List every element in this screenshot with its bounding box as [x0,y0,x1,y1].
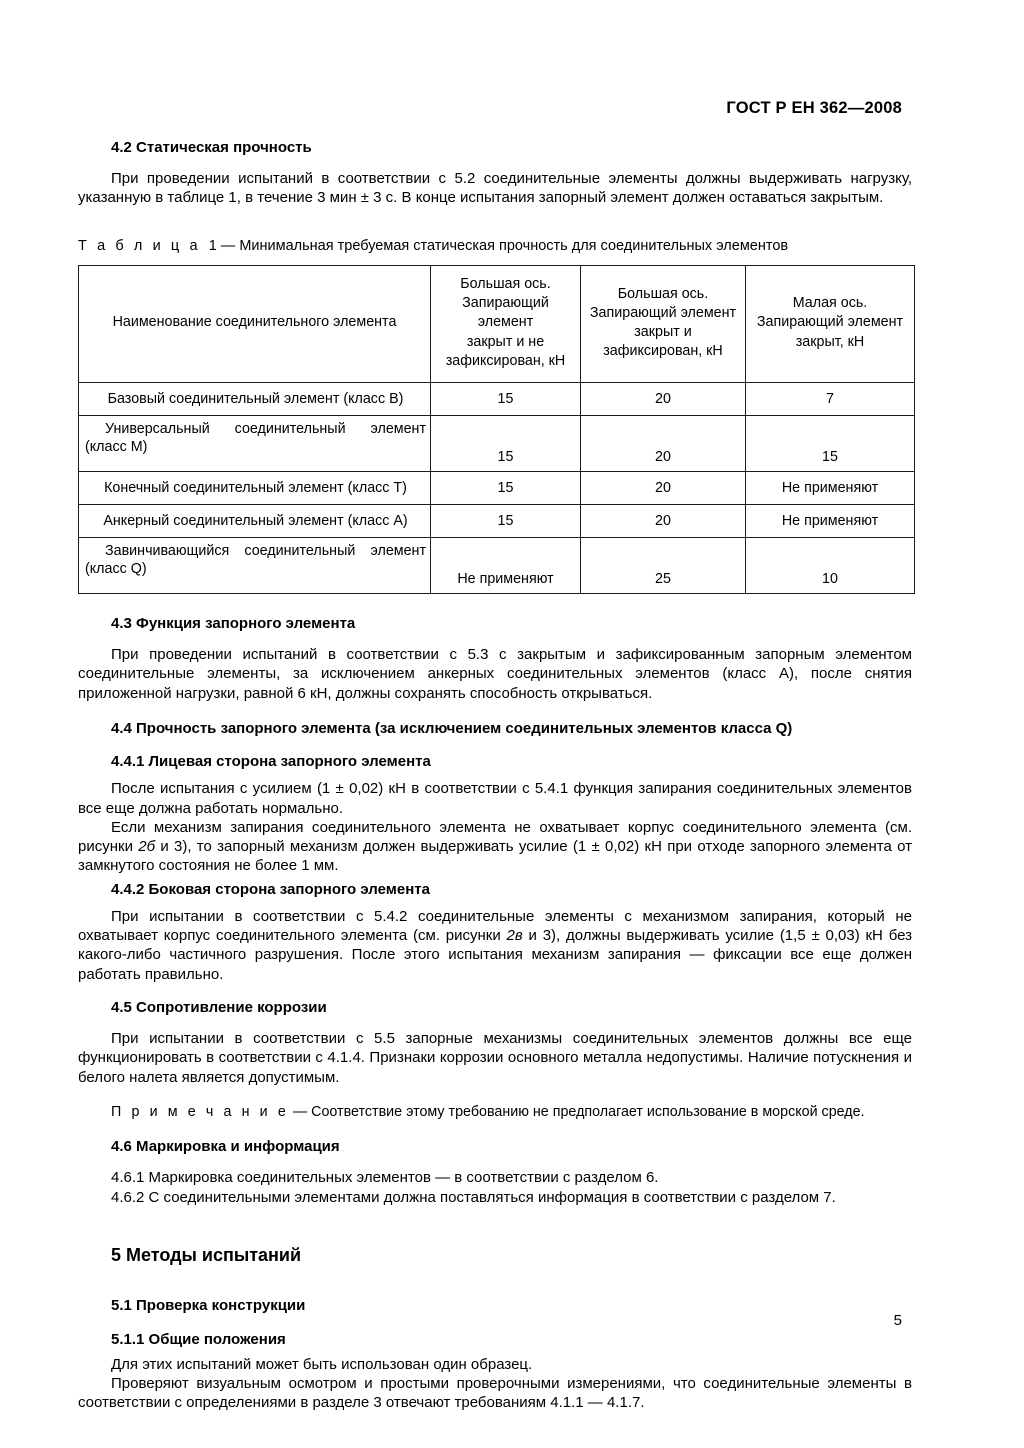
page-content [78,138,912,1413]
paragraph-4-4-2 [78,907,912,984]
column-header-minor-closed [746,266,915,383]
paragraph-4-4-1-a: После испытания с усилием (1 ± 0,02) кН в соответствии с 5.4.1 функция запирания соединительных элементов все еще должна работать нормально. [78,780,912,817]
table-head [79,266,915,383]
heading-5-1: 5.1 Проверка конструкции [111,1297,306,1315]
cell-name: Анкерный соединительный элемент (класс А) [79,504,431,537]
heading-5-1-1: 5.1.1 Общие положения [111,1330,286,1348]
col4-line3: закрыт, кН [795,333,865,350]
cell-minor-closed: 15 [746,415,915,471]
col4-line2: Запирающий элемент [756,314,904,331]
cell-major-locked: 20 [581,471,746,504]
col4-line1: Малая ось. [792,295,868,312]
cell-major-unlocked: 15 [431,382,581,415]
cell-major-locked: 25 [581,537,746,593]
table-row [79,471,915,504]
col2-line4: зафиксирован, кН [445,352,566,369]
paragraph-4-5: При испытании в соответствии с 5.5 запорные механизмы соединительных элементов должны все еще функционировать в соответствии с 4.1.4. Признаки коррозии основного металла недопустимы. Наличие потускнения и белого налета является допустимым. [78,1030,912,1086]
paragraph-4-6-1: 4.6.1 Маркировка соединительных элементов — в соответствии с разделом 6. [111,1169,659,1187]
col3-line1: Большая ось. [617,285,709,302]
paragraph-5-1-1-b: Проверяют визуальным осмотром и простыми проверочными измерениями, что соединительные элементы в соответствии с определениями в разделе 3 отвечают требованиям 4.1.1 — 4.1.7. [78,1375,912,1412]
cell-major-unlocked: Не применяют [431,537,581,593]
note-label: П р и м е ч а н и е [111,1103,289,1120]
p442-part1: При испытании в соответствии с 5.4.2 соединительные элементы с механизмом запирания, который не охватывает корпус соединительного элемента (см. рисунки [78,907,912,945]
heading-section-5: 5 Методы испытаний [111,1244,302,1265]
table-body [79,382,915,593]
figure-reference-2v: 2в [506,927,523,945]
cell-minor-closed: 10 [746,537,915,593]
column-header-major-locked [581,266,746,383]
static-strength-table [78,265,915,594]
col2-line2: Запирающий элемент [462,295,549,331]
p442-part2: и 3), должны выдерживать усилие (1,5 ± 0,03) кН без какого-либо частичного разрушения. После этого испытания механизм запирания — фиксации все еще должен работать правильно. [78,927,913,983]
table-row [79,415,915,471]
paragraph-5-1-1-a: Для этих испытаний может быть использован один образец. [111,1355,533,1373]
table-caption-number: 1 [208,237,217,254]
paragraph-4-3: При проведении испытаний в соответствии с 5.3 с закрытым и зафиксированным запорным элементом соединительные элементы, за исключением анкерных соединительных элементов (класс А), после снятия приложенной нагрузки, равной 6 кН, должны сохранять способность открываться. [78,646,912,702]
col2-line1: Большая ось. [460,276,551,293]
cell-minor-closed: 7 [746,382,915,415]
table-row [79,504,915,537]
heading-4-4-2: 4.4.2 Боковая сторона запорного элемента [111,880,430,898]
paragraph-4-6-2: 4.6.2 С соединительными элементами должна поставляться информация в соответствии с разделом 7. [111,1188,836,1206]
running-header: ГОСТ Р ЕН 362—2008 [726,99,902,117]
cell-name: Конечный соединительный элемент (класс Т) [79,471,431,504]
column-header-name: Наименование соединительного элемента [79,266,431,383]
column-header-major-unlocked [431,266,581,383]
table-caption-text: — Минимальная требуемая статическая прочность для соединительных элементов [216,237,789,254]
table-row [79,382,915,415]
cell-major-locked: 20 [581,415,746,471]
col3-line2: Запирающий элемент [589,304,737,321]
cell-major-unlocked: 15 [431,415,581,471]
col3-line4: зафиксирован, кН [603,343,723,360]
col3-line3: закрыт и [634,324,692,340]
figure-reference-2b: 2б [138,838,156,856]
heading-4-3: 4.3 Функция запорного элемента [111,614,356,632]
page-number: 5 [893,1312,902,1329]
heading-4-4-1: 4.4.1 Лицевая сторона запорного элемента [111,753,431,771]
col2-line3: закрыт и не [466,333,545,350]
note-paragraph [78,1103,912,1121]
cell-major-locked: 20 [581,504,746,537]
cell-major-unlocked: 15 [431,504,581,537]
cell-name: Универсальный соединительный элемент (класс М) [79,415,431,471]
cell-minor-closed: Не применяют [746,471,915,504]
heading-4-5: 4.5 Сопротивление коррозии [111,998,327,1016]
table-row [79,537,915,593]
heading-4-4: 4.4 Прочность запорного элемента (за исключением соединительных элементов класса Q) [111,719,793,737]
table-caption-label: Т а б л и ц а [78,237,201,254]
cell-name: Базовый соединительный элемент (класс В) [79,382,431,415]
paragraph-4-4-1-b [78,818,912,876]
note-text: — Соответствие этому требованию не предполагает использование в морской среде. [288,1103,865,1120]
table-header-row [79,266,915,383]
heading-4-2: 4.2 Статическая прочность [111,139,312,156]
heading-4-6: 4.6 Маркировка и информация [111,1138,340,1156]
p441b-part2: и 3), то запорный механизм должен выдерживать усилие (1 ± 0,02) кН при отходе запорного элемента от замкнутого состояния не более 1 мм. [78,838,912,875]
cell-minor-closed: Не применяют [746,504,915,537]
p441b-part1: Если механизм запирания соединительного элемента не охватывает корпус соединительного элемента (см. рисунки [78,818,912,856]
table-caption [78,238,912,255]
cell-major-unlocked: 15 [431,471,581,504]
paragraph-4-2: При проведении испытаний в соответствии с 5.2 соединительные элементы должны выдерживать нагрузку, указанную в таблице 1, в течение 3 мин ± 3 с. В конце испытания запорный элемент должен оставаться закрытым. [78,170,912,207]
cell-major-locked: 20 [581,382,746,415]
cell-name: Завинчивающийся соединительный элемент (класс Q) [79,537,431,593]
